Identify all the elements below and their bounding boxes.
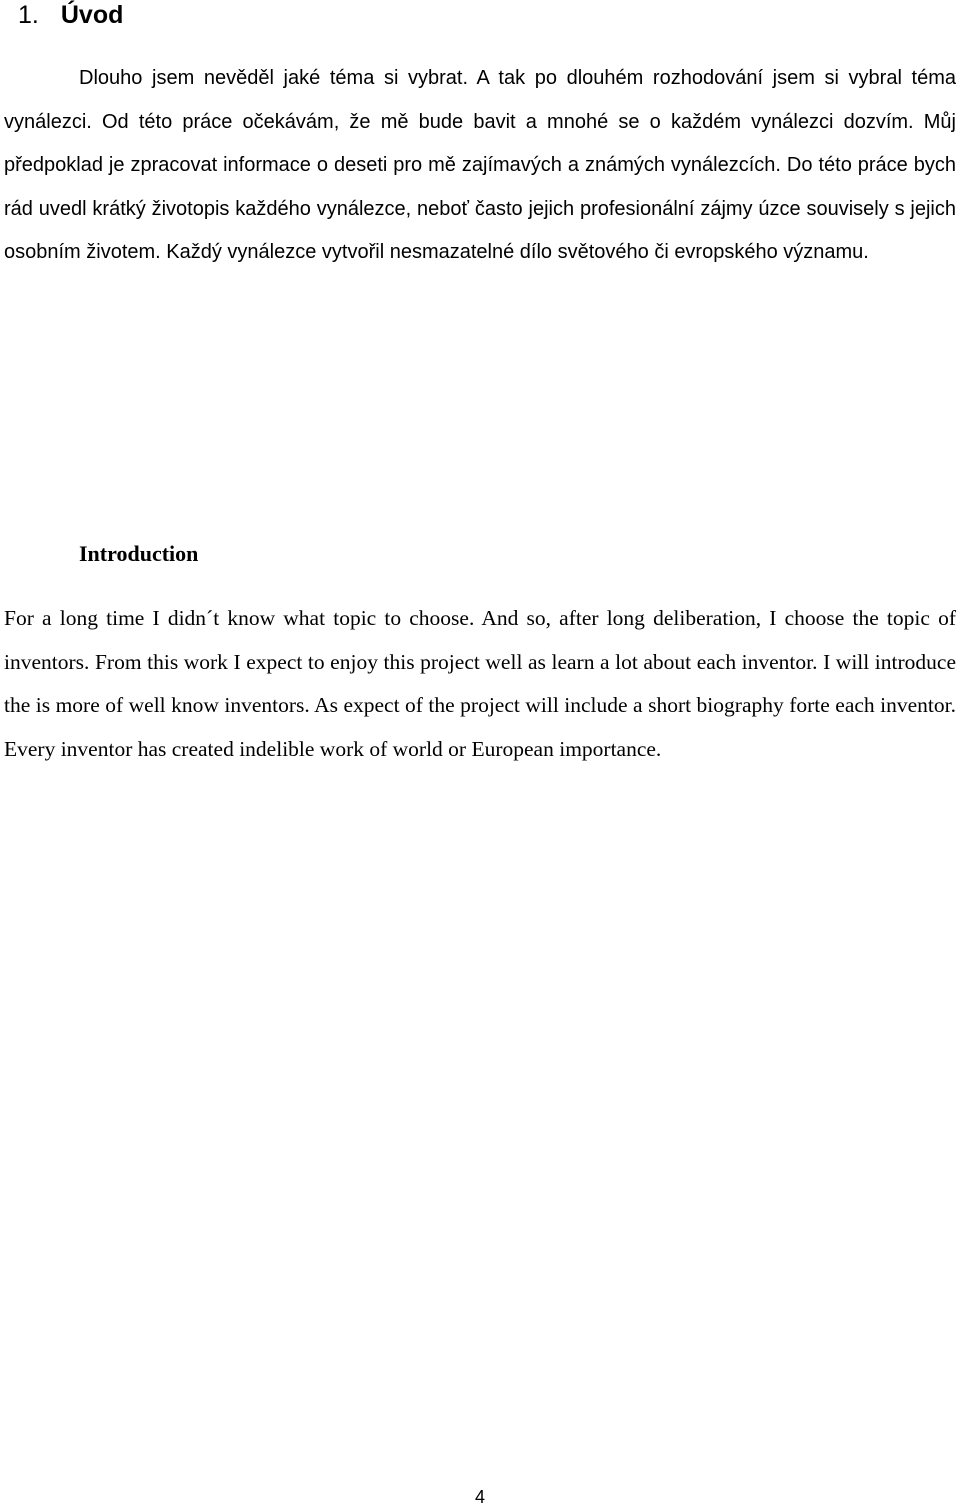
english-paragraph: For a long time I didn´t know what topic to choose. And so, after long deliberation, I choose the topic of inventors. From this work I expect to enjoy this project well as learn a lot about each inventor. I will introduce the is more of well know inventors. As expect of the project will include a short biography forte each inventor. Every inventor has created indelible work of world or European importance. (4, 606, 956, 761)
introduction-heading: Introduction (79, 541, 199, 566)
chapter-heading (18, 0, 123, 32)
czech-paragraph: Dlouho jsem nevěděl jaké téma si vybrat. A tak po dlouhém rozhodování jsem si vybral téma vynálezci. Od této práce očekávám, že mě bude bavit a mnohé se o každém vynálezci dozvím. Můj předpoklad je zpracovat informace o deseti pro mě zajímavých a známých vynálezcích. Do této práce bych rád uvedl krátký životopis každého vynálezce, neboť často jejich profesionální zájmy úzce souvisely s jejich osobním životem. Každý vynálezce vytvořil nesmazatelné dílo světového či evropského významu. (4, 67, 956, 264)
chapter-title: Úvod (60, 1, 124, 29)
chapter-number: 1. (18, 1, 39, 29)
page-number: 4 (474, 1487, 485, 1507)
